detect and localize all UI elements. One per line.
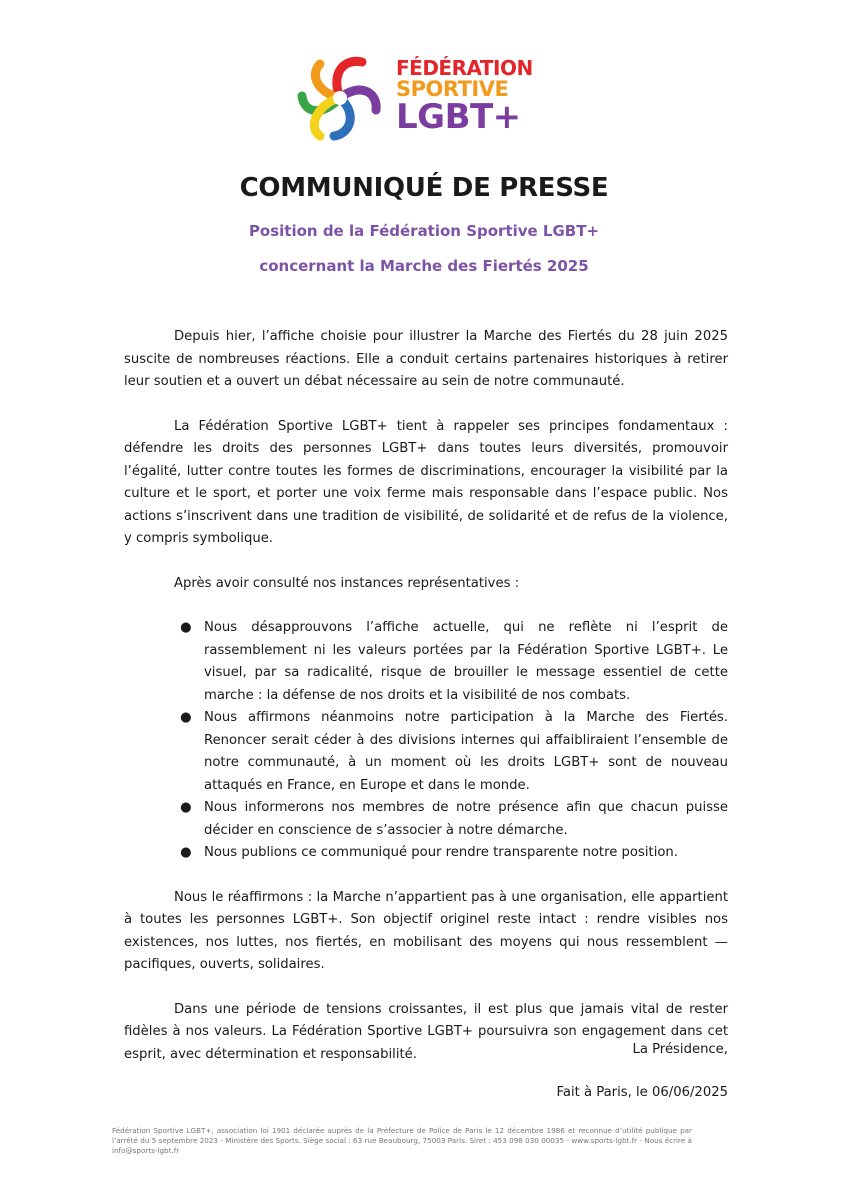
subtitle-line-2: concernant la Marche des Fiertés 2025 bbox=[259, 257, 589, 275]
logo-line-lgbt: LGBT+ bbox=[396, 97, 521, 137]
positions-list bbox=[124, 617, 728, 865]
logo-line-sportive: SPORTIVE bbox=[396, 77, 509, 101]
federation-logo bbox=[290, 52, 560, 144]
bullet-icon: ● bbox=[180, 800, 192, 815]
list-item-text: Nous affirmons néanmoins notre participation à la Marche des Fiertés. Renoncer serait céder à des divisions internes qui affaibliraient l’ensemble de notre communauté, à un moment où les droits LGBT+ sont de nouveau attaqués en France, en Europe et dans le monde. bbox=[204, 710, 728, 793]
paragraph-2: La Fédération Sportive LGBT+ tient à rappeler ses principes fondamentaux : défendre les droits des personnes LGBT+ dans toutes leurs diversités, promouvoir l’égalité, lutter contre toutes les formes de discriminations, encourager la visibilité par la culture et le sport, et porter une voix ferme mais responsable dans l’espace public. Nos actions s’inscrivent dans une tradition de visibilité, de solidarité et de refus de la violence, y compris symbolique. bbox=[124, 418, 728, 546]
document-title: COMMUNIQUÉ DE PRESSE bbox=[239, 173, 609, 203]
paragraph-4: Nous le réaffirmons : la Marche n’appartient pas à une organisation, elle appartient à toutes les personnes LGBT+. Son objectif originel reste intact : rendre visibles nos existences, nos luttes, nos fiertés, en mobilisant des moyens qui nous ressemblent — pacifiques, ouverts, solidaires. bbox=[124, 889, 728, 972]
legal-footer: Fédération Sportive LGBT+, association loi 1901 déclarée auprès de la Préfecture de Police de Paris le 12 décembre 1986 et reconnue d’utilité publique par l’arrêté du 5 septembre 2023 - Ministère des Sports. Siège social : 63 rue Beaubourg, 75003 Paris. Siret : 453 098 030 00035 - www.sports-lgbt.fr - Nous écrire à info@sports-lgbt.fr bbox=[112, 1126, 692, 1155]
list-item bbox=[124, 707, 728, 797]
paragraph-1: Depuis hier, l’affiche choisie pour illustrer la Marche des Fiertés du 28 juin 2025 suscite de nombreuses réactions. Elle a conduit certains partenaires historiques à retirer leur soutien et a ouvert un débat nécessaire au sein de notre communauté. bbox=[124, 329, 728, 389]
subtitle-line-1: Position de la Fédération Sportive LGBT+ bbox=[248, 222, 600, 240]
bullet-icon: ● bbox=[180, 620, 192, 635]
list-item bbox=[124, 617, 728, 707]
bullet-icon: ● bbox=[180, 845, 192, 860]
list-item-text: Nous publions ce communiqué pour rendre transparente notre position. bbox=[204, 845, 678, 860]
press-release-body bbox=[124, 326, 728, 1088]
list-item bbox=[124, 797, 728, 842]
logo-line-federation: FÉDÉRATION bbox=[396, 56, 533, 80]
rainbow-star-logo-icon bbox=[290, 52, 390, 144]
paragraph-5: Dans une période de tensions croissantes, il est plus que jamais vital de rester fidèles à nos valeurs. La Fédération Sportive LGBT+ poursuivra son engagement dans cet esprit, avec détermination et responsabilité. bbox=[124, 1001, 728, 1062]
bullet-icon: ● bbox=[180, 710, 192, 725]
paragraph-3: Après avoir consulté nos instances représentatives : bbox=[174, 575, 520, 591]
list-item-text: Nous informerons nos membres de notre présence afin que chacun puisse décider en conscience de s’associer à notre démarche. bbox=[204, 800, 728, 838]
list-item-text: Nous désapprouvons l’affiche actuelle, qui ne reflète ni l’esprit de rassemblement ni les valeurs portées par la Fédération Sportive LGBT+. Le visuel, par sa radicalité, risque de brouiller le message essentiel de cette marche : la défense de nos droits et la visibilité de nos combats. bbox=[204, 620, 728, 703]
signature-place-date: Fait à Paris, le 06/06/2025 bbox=[556, 1085, 728, 1100]
list-item bbox=[124, 842, 728, 865]
signature-signer: La Présidence, bbox=[632, 1042, 728, 1057]
